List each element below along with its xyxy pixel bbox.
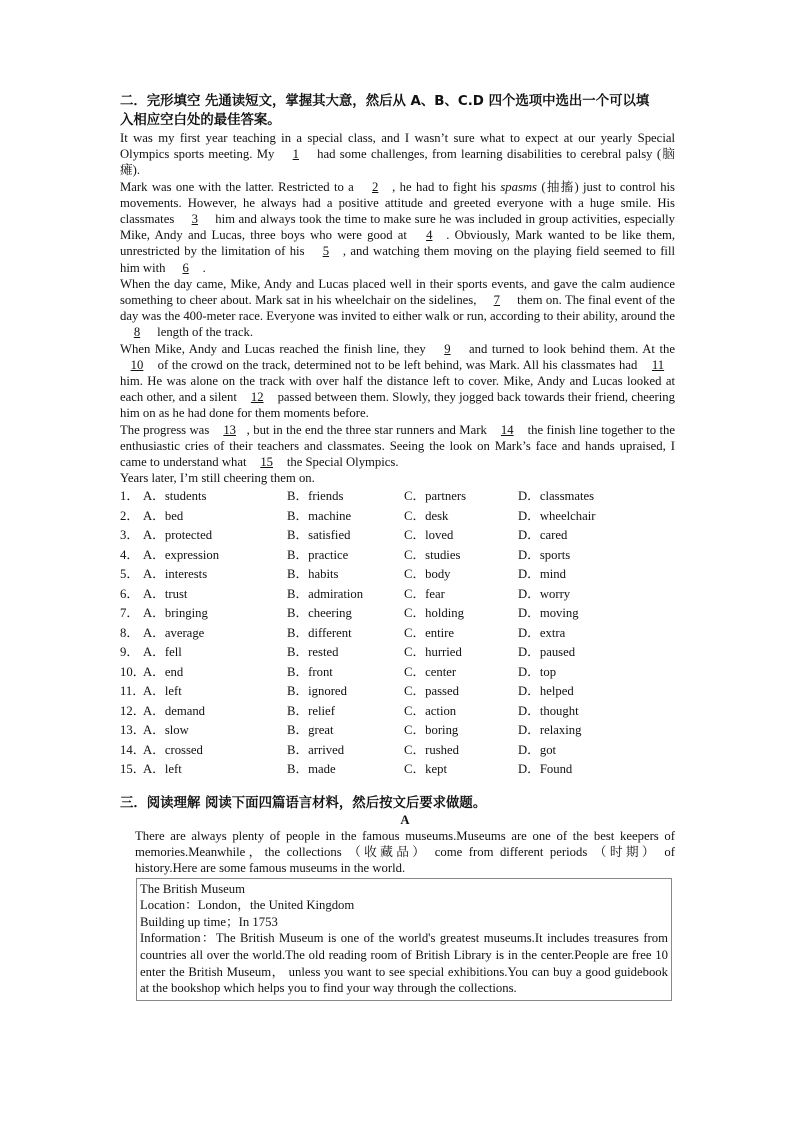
option-b[interactable]: B．made: [287, 762, 336, 777]
blank-8[interactable]: 8: [133, 325, 141, 340]
passage-paragraph-6: Years later, I’m still cheering them on.: [120, 471, 315, 486]
option-d[interactable]: D．relaxing: [518, 723, 582, 738]
option-c[interactable]: C．desk: [404, 508, 449, 523]
option-b[interactable]: B．ignored: [287, 684, 347, 699]
option-a[interactable]: A．slow: [143, 723, 189, 738]
option-row: [120, 526, 675, 546]
passage-paragraph-1: It was my first year teaching in a special class, and I wasn’t sure what to expect at our yearly Special Olympics sports meeting. My 1 had some challenges, from learning disabilities to cerebral palsy (脑瘫).: [120, 131, 675, 178]
option-b[interactable]: B．relief: [287, 703, 335, 718]
option-d[interactable]: D．helped: [518, 684, 574, 699]
option-d[interactable]: D．top: [518, 664, 557, 679]
option-d[interactable]: D．classmates: [518, 489, 595, 504]
option-a[interactable]: A．protected: [143, 528, 213, 543]
section2-title-line2: 入相应空白处的最佳答案。: [120, 113, 281, 128]
section2-title-line1: 二．完形填空 先通读短文，掌握其大意，然后从 A、B、C.D 四个选项中选出一个可以填: [120, 94, 650, 109]
blank-13[interactable]: 13: [223, 422, 236, 437]
option-a[interactable]: A．demand: [143, 703, 206, 718]
italic-word-spasms: spasms: [500, 179, 537, 194]
blank-15[interactable]: 15: [260, 455, 273, 470]
option-a[interactable]: A．bringing: [143, 606, 208, 621]
option-c[interactable]: C．rushed: [404, 742, 459, 757]
blank-11[interactable]: 11: [651, 357, 665, 372]
passage-paragraph-2: Mark was one with the latter. Restricted to a 2 , he had to fight his spasms (抽搐) just to control his movements. However, he always had a positive attitude and greeted everyone with a huge smile. His classmates 3 him and always took the time to make sure he was included in group activities, especially Mike, Andy and Lucas, three boys who were good at 4 . Obviously, Mark wanted to be like them, unrestricted by the limitation of his 5 , and watching them moving on the playing field seemed to fill him with 6 .: [120, 179, 675, 275]
section3: [120, 794, 675, 1001]
option-c[interactable]: C．entire: [404, 625, 455, 640]
museum-name: The British Museum: [140, 881, 246, 896]
exam-page: [120, 92, 675, 1001]
question-number: 12．: [120, 703, 146, 718]
option-row: [120, 565, 675, 585]
blank-14[interactable]: 14: [500, 422, 514, 437]
question-number: 9．: [120, 645, 140, 660]
question-number: 7．: [120, 606, 140, 621]
option-b[interactable]: B．practice: [287, 547, 349, 562]
reading-intro: There are always plenty of people in the famous museums.Museums are one of the best keepers of memories.Meanwhile，the collections （收藏品） come from different periods （时期） of history.Here are some famous museums in the world.: [135, 828, 675, 876]
option-a[interactable]: A．left: [143, 762, 182, 777]
question-number: 11．: [120, 684, 145, 699]
question-number: 2．: [120, 508, 140, 523]
option-a[interactable]: A．bed: [143, 508, 184, 523]
option-row: [120, 487, 675, 507]
option-c[interactable]: C．hurried: [404, 645, 462, 660]
option-row: [120, 721, 675, 741]
option-row: [120, 702, 675, 722]
museum-information: Information：The British Museum is one of the world's greatest museums.It includes treasures from countries all over the world.The old reading room of British Library is in the center.People are free 10 enter the British Museum， unless you want to see special exhibitions.You can buy a good guidebook at the bookshop which helps you to find your way through the collections.: [140, 931, 668, 996]
blank-6[interactable]: 6: [182, 260, 189, 275]
part-letter: A: [400, 812, 410, 827]
option-b[interactable]: B．satisfied: [287, 528, 351, 543]
option-b[interactable]: B．cheering: [287, 606, 352, 621]
option-b[interactable]: B．front: [287, 664, 333, 679]
option-b[interactable]: B．admiration: [287, 586, 364, 601]
passage-paragraph-5: The progress was 13 , but in the end the three star runners and Mark 14 the finish line together to the enthusiastic cries of their teachers and classmates. Seeing the look on Mark’s face and hands upraised, I came to understand what 15 the Special Olympics.: [120, 422, 675, 470]
option-c[interactable]: C．center: [404, 664, 457, 679]
question-number: 10．: [120, 664, 146, 679]
option-row: [120, 507, 675, 527]
option-a[interactable]: A．end: [143, 664, 184, 679]
option-d[interactable]: D．paused: [518, 645, 576, 660]
option-d[interactable]: D．thought: [518, 703, 579, 718]
option-a[interactable]: A．trust: [143, 586, 188, 601]
option-c[interactable]: C．action: [404, 703, 457, 718]
option-row: [120, 604, 675, 624]
question-number: 6．: [120, 586, 140, 601]
option-c[interactable]: C．studies: [404, 547, 461, 562]
blank-10[interactable]: 10: [130, 357, 144, 372]
question-number: 1．: [120, 489, 140, 504]
option-row: [120, 624, 675, 644]
option-b[interactable]: B．great: [287, 723, 334, 738]
museum-info-box: [136, 878, 672, 1001]
blank-2[interactable]: 2: [371, 179, 379, 194]
option-row: [120, 585, 675, 605]
museum-building-time: Building up time；In 1753: [140, 914, 278, 929]
option-row: [120, 682, 675, 702]
option-a[interactable]: A．average: [143, 625, 205, 640]
option-d[interactable]: D．sports: [518, 547, 571, 562]
option-d[interactable]: D．Found: [518, 762, 573, 777]
option-row: [120, 760, 675, 780]
blank-9[interactable]: 9: [444, 341, 451, 356]
question-number: 4．: [120, 547, 140, 562]
option-d[interactable]: D．got: [518, 742, 557, 757]
option-d[interactable]: D．cared: [518, 528, 568, 543]
option-d[interactable]: D．moving: [518, 606, 579, 621]
blank-4[interactable]: 4: [426, 228, 433, 243]
option-a[interactable]: A．left: [143, 684, 182, 699]
option-c[interactable]: C．holding: [404, 606, 464, 621]
option-d[interactable]: D．worry: [518, 586, 571, 601]
option-row: [120, 663, 675, 683]
question-number: 13．: [120, 723, 146, 738]
option-row: [120, 546, 675, 566]
option-c[interactable]: C．loved: [404, 528, 454, 543]
blank-7[interactable]: 7: [493, 293, 500, 308]
option-c[interactable]: C．kept: [404, 762, 447, 777]
option-d[interactable]: D．extra: [518, 625, 566, 640]
option-b[interactable]: B．machine: [287, 508, 352, 523]
option-c[interactable]: C．passed: [404, 684, 459, 699]
option-row: [120, 643, 675, 663]
answer-options: [120, 487, 675, 780]
option-c[interactable]: C．body: [404, 567, 451, 582]
passage-paragraph-4: When Mike, Andy and Lucas reached the finish line, they 9 and turned to look behind them. At the 10 of the crowd on the track, determined not to be left behind, was Mark. All his classmates had 11 him. He was alone on the track with over half the distance left to cover. Mike, Andy and Lucas looked at each other, and a silent 12 passed between them. Slowly, they jogged back towards their friend, cheering him on as he had done for them moments before.: [120, 341, 676, 421]
question-number: 5．: [120, 567, 140, 582]
option-d[interactable]: D．wheelchair: [518, 508, 596, 523]
option-b[interactable]: B．rested: [287, 645, 339, 660]
question-number: 15．: [120, 762, 146, 777]
blank-5[interactable]: 5: [322, 244, 330, 259]
option-a[interactable]: A．interests: [143, 567, 208, 582]
blank-1[interactable]: 1: [292, 147, 299, 162]
option-b[interactable]: B．habits: [287, 567, 339, 582]
option-b[interactable]: B．arrived: [287, 742, 345, 757]
question-number: 3．: [120, 528, 140, 543]
section2-title: [120, 92, 675, 130]
blank-3[interactable]: 3: [191, 212, 198, 227]
question-number: 8．: [120, 625, 140, 640]
option-a[interactable]: A．students: [143, 489, 207, 504]
option-c[interactable]: C．fear: [404, 586, 445, 601]
option-c[interactable]: C．partners: [404, 489, 467, 504]
passage-paragraph-3: When the day came, Mike, Andy and Lucas placed well in their sports events, and gave the calm audience something to cheer about. Mark sat in his wheelchair on the sidelines, 7 them on. The final event of the day was the 400-meter race. Everyone was invited to either walk or run, according to their ability, around the 8 length of the track.: [120, 276, 675, 340]
option-row: [120, 741, 675, 761]
museum-location: Location：London，the United Kingdom: [140, 898, 355, 913]
option-b[interactable]: B．different: [287, 625, 352, 640]
section3-title: 三．阅读理解 阅读下面四篇语言材料，然后按文后要求做题。: [120, 795, 487, 811]
option-a[interactable]: A．crossed: [143, 742, 203, 757]
option-d[interactable]: D．mind: [518, 567, 566, 582]
option-b[interactable]: B．friends: [287, 489, 344, 504]
blank-12[interactable]: 12: [250, 390, 264, 405]
option-c[interactable]: C．boring: [404, 723, 459, 738]
question-number: 14．: [120, 742, 146, 757]
option-a[interactable]: A．expression: [143, 547, 220, 562]
option-a[interactable]: A．fell: [143, 645, 182, 660]
